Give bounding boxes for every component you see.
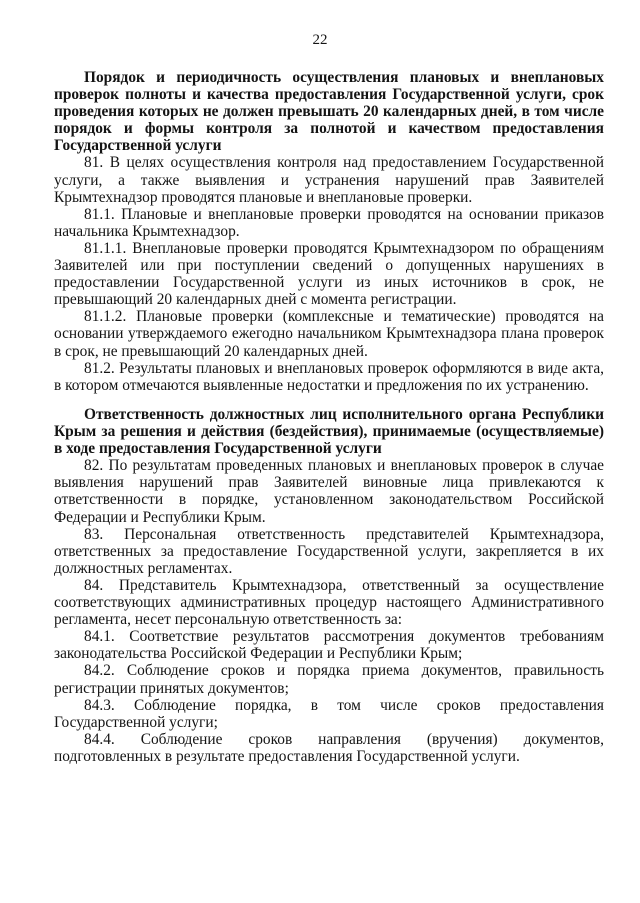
paragraph-84-3: 84.3. Соблюдение порядка, в том числе сроков предоставления Государственной услуги; <box>54 696 604 731</box>
paragraph-81-1-1: 81.1.1. Внеплановые проверки проводятся Крымтехнадзором по обращениям Заявителей или при поступлении сведений о допущенных нарушениях в предоставлении Государственной услуги из иных источников в срок, не превышающий 20 календарных дней с момента регистрации. <box>54 239 604 309</box>
paragraph-81-2: 81.2. Результаты плановых и внеплановых проверок оформляются в виде акта, в котором отмечаются выявленные недостатки и предложения по их устранению. <box>54 359 604 394</box>
paragraph-81: 81. В целях осуществления контроля над предоставлением Государственной услуги, а также выявления и устранения нарушений прав Заявителей Крымтехнадзор проводятся плановые и внеплановые проверки. <box>54 154 604 206</box>
paragraph-83: 83. Персональная ответственность представителей Крымтехнадзора, ответственных за предоставление Государственной услуги, закрепляется в их должностных регламентах. <box>54 525 604 577</box>
paragraph-84: 84. Представитель Крымтехнадзора, ответственный за осуществление соответствующих административных процедур настоящего Административного регламента, несет персональную ответственность за: <box>54 576 604 629</box>
paragraph-84-2: 84.2. Соблюдение сроков и порядка приема документов, правильность регистрации принятых документов; <box>54 662 604 697</box>
paragraph-84-1: 84.1. Соответствие результатов рассмотрения документов требованиям законодательства Российской Федерации и Республики Крым; <box>54 628 604 663</box>
paragraph-81-1-2: 81.1.2. Плановые проверки (комплексные и тематические) проводятся на основании утверждаемого ежегодно начальником Крымтехнадзора плана проверок в срок, не превышающий 20 календарных дней. <box>54 308 604 360</box>
section-heading: Ответственность должностных лиц исполнительного органа Республики Крым за решения и действия (бездействия), принимаемые (осуществляемые) в ходе предоставления Государственной услуги <box>54 406 604 458</box>
paragraph-82: 82. По результатам проведенных плановых и внеплановых проверок в случае выявления нарушений прав Заявителей виновные лица привлекаются к ответственности в порядке, установленном законодательством Российской Федерации и Республики Крым. <box>54 457 604 526</box>
paragraph-84-4: 84.4. Соблюдение сроков направления (вручения) документов, подготовленных в результате предоставления Государственной услуги. <box>54 730 604 765</box>
paragraph-81-1: 81.1. Плановые и внеплановые проверки проводятся на основании приказов начальника Крымтехнадзор. <box>54 205 604 240</box>
section-responsibility <box>54 406 604 765</box>
section-inspections <box>54 69 604 394</box>
page-number: 22 <box>312 32 328 48</box>
section-heading: Порядок и периодичность осуществления плановых и внеплановых проверок полноты и качества предоставления Государственной услуги, срок проведения которых не должен превышать 20 календарных дней, в том числе порядок и формы контроля за полнотой и качеством предоставления Государственной услуги <box>54 69 604 155</box>
